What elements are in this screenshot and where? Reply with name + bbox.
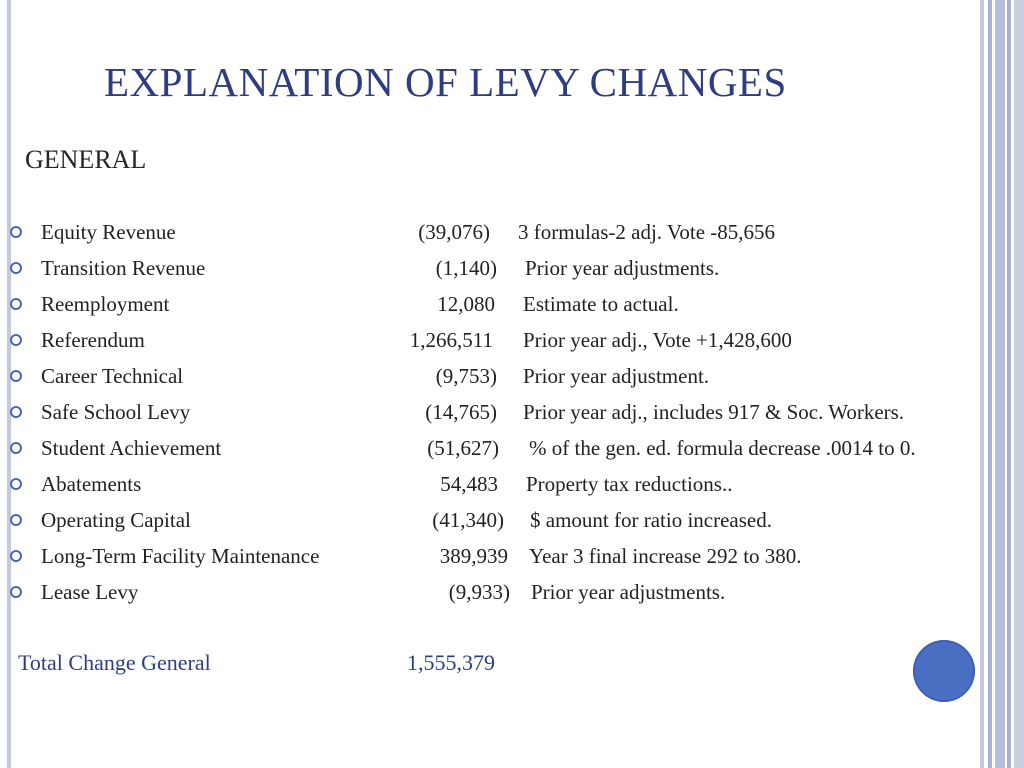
item-amount: (9,753) xyxy=(435,364,497,388)
list-item xyxy=(0,577,1010,613)
item-label: Operating Capital xyxy=(41,508,191,532)
total-amount: 1,555,379 xyxy=(407,650,495,675)
item-label: Equity Revenue xyxy=(41,220,176,244)
bullet-icon xyxy=(10,514,22,526)
item-label: Lease Levy xyxy=(41,580,139,604)
item-label: Transition Revenue xyxy=(41,256,206,280)
item-amount: 54,483 xyxy=(440,472,498,496)
list-item xyxy=(0,397,1010,433)
list-item xyxy=(0,433,1010,469)
list-item xyxy=(0,361,1010,397)
item-amount: (9,933) xyxy=(448,580,510,604)
bullet-icon xyxy=(10,370,22,382)
slide-title: EXPLANATION OF LEVY CHANGES xyxy=(104,59,787,105)
item-amount: 1,266,511 xyxy=(409,328,493,352)
list-item xyxy=(0,325,1010,361)
item-amount: (39,076) xyxy=(418,220,490,244)
item-amount: (51,627) xyxy=(427,436,499,460)
item-label: Long-Term Facility Maintenance xyxy=(41,544,320,568)
item-amount: 12,080 xyxy=(437,292,495,316)
bullet-icon xyxy=(10,442,22,454)
levy-change-list xyxy=(0,217,1010,613)
item-note: Property tax reductions.. xyxy=(526,472,733,496)
bullet-icon xyxy=(10,550,22,562)
bullet-icon xyxy=(10,226,22,238)
section-heading: GENERAL xyxy=(25,145,147,174)
item-label: Reemployment xyxy=(41,292,170,316)
item-note: Prior year adjustments. xyxy=(525,256,720,280)
list-item xyxy=(0,289,1010,325)
item-label: Abatements xyxy=(41,472,142,496)
item-note: Prior year adjustments. xyxy=(531,580,726,604)
item-label: Referendum xyxy=(41,328,145,352)
item-note: $ amount for ratio increased. xyxy=(530,508,772,532)
list-item xyxy=(0,469,1010,505)
item-note: 3 formulas-2 adj. Vote -85,656 xyxy=(518,220,776,244)
item-amount: (14,765) xyxy=(425,400,497,424)
decorative-circle xyxy=(913,640,975,702)
bullet-icon xyxy=(10,406,22,418)
item-amount: (1,140) xyxy=(435,256,497,280)
bullet-icon xyxy=(10,262,22,274)
item-note: Estimate to actual. xyxy=(523,292,679,316)
bullet-icon xyxy=(10,478,22,490)
bullet-icon xyxy=(10,298,22,310)
item-note: Prior year adj., Vote +1,428,600 xyxy=(523,328,792,352)
total-label: Total Change General xyxy=(18,650,211,675)
item-note: Prior year adj., includes 917 & Soc. Workers. xyxy=(523,400,905,424)
item-note: % of the gen. ed. formula decrease .0014 to 0. xyxy=(529,436,916,460)
item-label: Student Achievement xyxy=(41,436,222,460)
item-note: Prior year adjustment. xyxy=(523,364,710,388)
list-item xyxy=(0,541,1010,577)
right-border-stripe xyxy=(1014,0,1024,768)
bullet-icon xyxy=(10,334,22,346)
bullet-icon xyxy=(10,586,22,598)
item-label: Safe School Levy xyxy=(41,400,191,424)
item-label: Career Technical xyxy=(41,364,184,388)
list-item xyxy=(0,505,1010,541)
item-note: Year 3 final increase 292 to 380. xyxy=(529,544,802,568)
list-item xyxy=(0,217,1010,253)
list-item xyxy=(0,253,1010,289)
item-amount: 389,939 xyxy=(439,544,508,568)
item-amount: (41,340) xyxy=(432,508,504,532)
